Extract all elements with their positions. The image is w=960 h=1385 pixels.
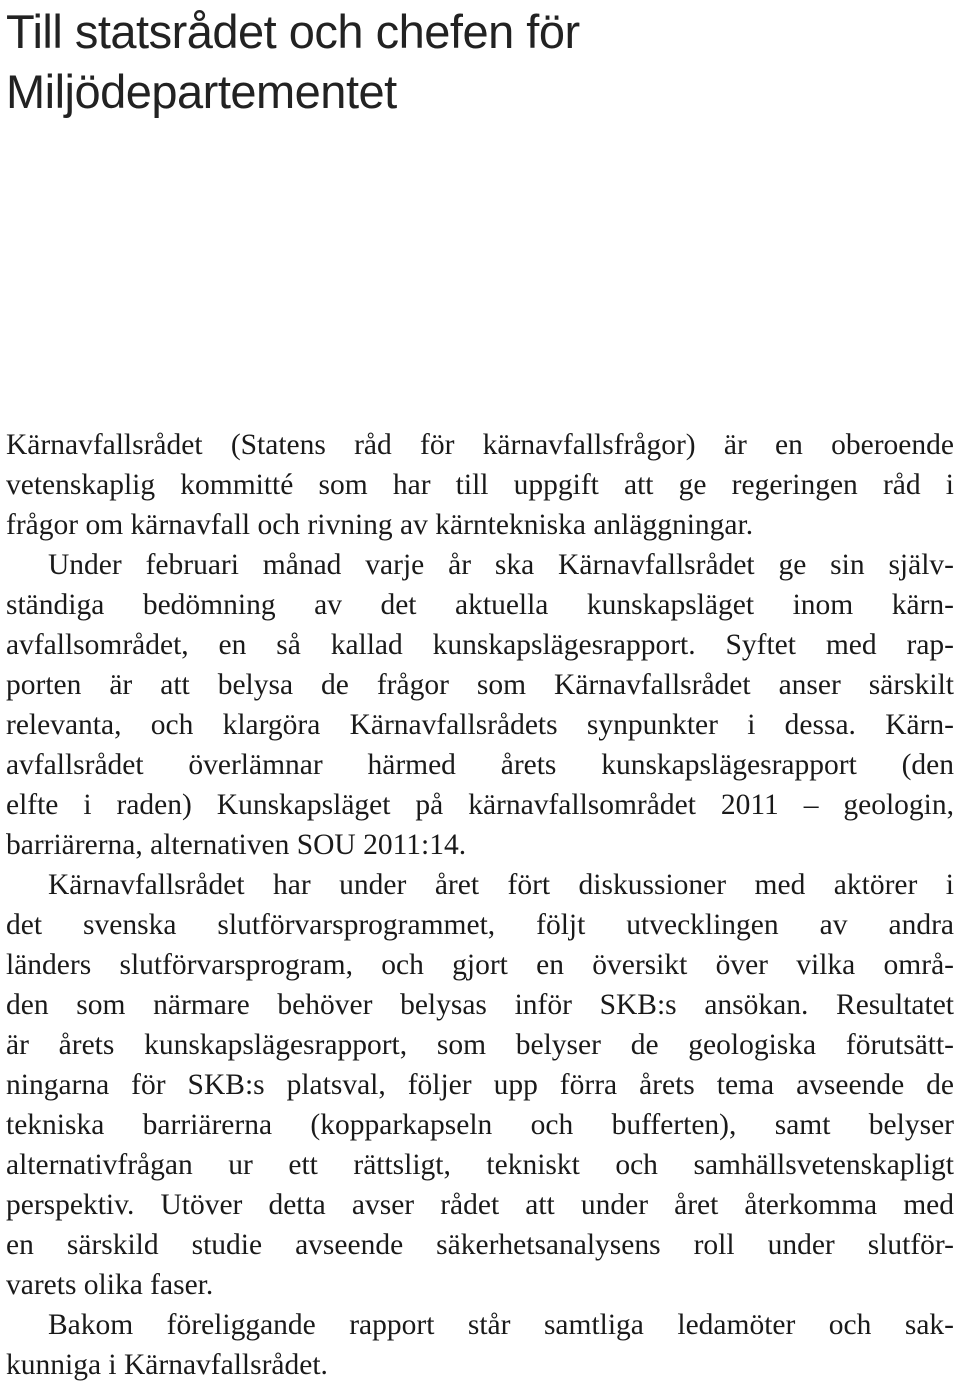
title-line: Till statsrådet och chefen för: [6, 5, 580, 58]
text-line: kunniga i Kärnavfallsrådet.: [6, 1349, 328, 1381]
text-line: avfallsområdet, en så kallad kunskapslägesrapport. Syftet med rap-: [6, 629, 954, 661]
text-line: relevanta, och klargöra Kärnavfallsrådets synpunkter i dessa. Kärn-: [6, 709, 954, 741]
body-text: [6, 425, 954, 1385]
paragraph-2: [6, 865, 954, 1305]
text-line: en särskild studie avseende säkerhetsanalysens roll under slutför-: [6, 1229, 954, 1261]
page-title: [6, 2, 946, 122]
paragraph-1: [6, 425, 954, 865]
text-line: är årets kunskapslägesrapport, som belyser de geologiska förutsätt-: [6, 1029, 954, 1061]
text-line: avfallsrådet överlämnar härmed årets kunskapslägesrapport (den: [6, 749, 954, 781]
text-line: ningarna för SKB:s platsval, följer upp förra årets tema avseende de: [6, 1069, 954, 1101]
text-line: tekniska barriärerna (kopparkapseln och bufferten), samt belyser: [6, 1109, 954, 1141]
text-line: elfte i raden) Kunskapsläget på kärnavfallsområdet 2011 – geologin,: [6, 789, 954, 821]
paragraph-3: [6, 1305, 954, 1385]
text-line: den som närmare behöver belysas inför SKB:s ansökan. Resultatet: [6, 989, 954, 1021]
text-line: barriärerna, alternativen SOU 2011:14.: [6, 829, 467, 861]
text-line: det svenska slutförvarsprogrammet, följt utvecklingen av andra: [6, 909, 954, 941]
text-line: vetenskaplig kommitté som har till uppgift att ge regeringen råd i: [6, 469, 954, 501]
text-line: alternativfrågan ur ett rättsligt, tekniskt och samhällsvetenskapligt: [6, 1149, 954, 1181]
text-line: Under februari månad varje år ska Kärnavfallsrådet ge sin själv-: [48, 549, 954, 581]
text-line: Bakom föreliggande rapport står samtliga ledamöter och sak-: [48, 1309, 954, 1341]
text-line: porten är att belysa de frågor som Kärnavfallsrådet anser särskilt: [6, 669, 954, 701]
text-line: ständiga bedömning av det aktuella kunskapsläget inom kärn-: [6, 589, 954, 621]
text-line: länders slutförvarsprogram, och gjort en översikt över vilka områ-: [6, 949, 954, 981]
text-line: perspektiv. Utöver detta avser rådet att under året återkomma med: [6, 1189, 954, 1221]
text-line: Kärnavfallsrådet (Statens råd för kärnavfallsfrågor) är en oberoende: [6, 429, 954, 461]
text-line: varets olika faser.: [6, 1269, 214, 1301]
text-line: Kärnavfallsrådet har under året fört diskussioner med aktörer i: [48, 869, 954, 901]
title-line: Miljödepartementet: [6, 65, 397, 118]
text-line: frågor om kärnavfall och rivning av kärntekniska anläggningar.: [6, 509, 754, 541]
